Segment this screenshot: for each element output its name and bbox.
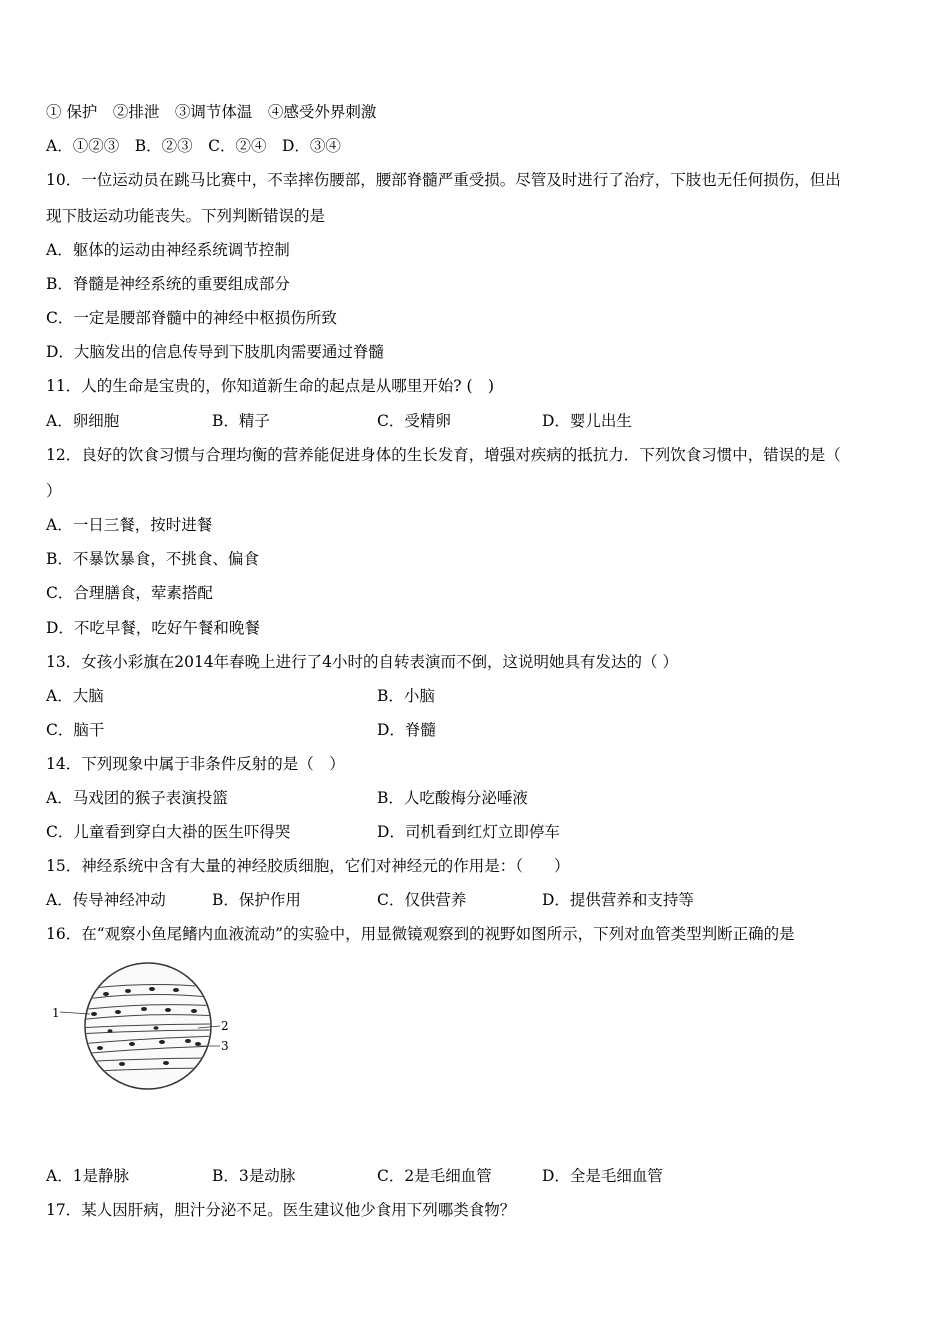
q11-option-a: A．卵细胞 <box>46 412 120 430</box>
q16-option-b: B．3是动脉 <box>212 1167 296 1185</box>
q12-option-d: D．不吃早餐，吃好午餐和晚餐 <box>46 619 260 637</box>
q10-option-a: A．躯体的运动由神经系统调节控制 <box>46 241 290 259</box>
q13-option-d: D．脊髓 <box>377 721 436 739</box>
q13-option-c: C．脑干 <box>46 721 105 739</box>
q10-stem-2: 现下肢运动功能丧失。下列判断错误的是 <box>46 207 326 225</box>
q10-stem-1: 10．一位运动员在跳马比赛中，不幸摔伤腰部，腰部脊髓严重受损。尽管及时进行了治疗，下肢也无任何损伤，但出 <box>46 171 841 189</box>
q10-option-b: B．脊髓是神经系统的重要组成部分 <box>46 275 290 293</box>
q12-option-c: C．合理膳食，荤素搭配 <box>46 584 213 602</box>
q13-option-a: A．大脑 <box>46 687 104 705</box>
q15-option-c: C．仅供营养 <box>377 891 467 909</box>
q13-option-b: B．小脑 <box>377 687 435 705</box>
q16-stem: 16．在“观察小鱼尾鳍内血液流动”的实验中，用显微镜观察到的视野如图所示，下列对血管类型判断正确的是 <box>46 925 795 943</box>
q14-option-b: B．人吃酸梅分泌唾液 <box>377 789 528 807</box>
q11-stem: 11．人的生命是宝贵的，你知道新生命的起点是从哪里开始? ( ) <box>46 377 495 395</box>
q11-option-d: D．婴儿出生 <box>542 412 632 430</box>
q12-option-b: B．不暴饮暴食，不挑食、偏食 <box>46 550 259 568</box>
figure-label-3: 3 <box>221 1039 228 1053</box>
q10-option-c: C．一定是腰部脊髓中的神经中枢损伤所致 <box>46 309 337 327</box>
q14-option-c: C．儿童看到穿白大褂的医生吓得哭 <box>46 823 291 841</box>
q16-option-d: D．全是毛细血管 <box>542 1167 663 1185</box>
q15-option-d: D．提供营养和支持等 <box>542 891 694 909</box>
q12-option-a: A．一日三餐，按时进餐 <box>46 516 213 534</box>
q16-option-a: A．1是静脉 <box>46 1167 130 1185</box>
q10-option-d: D．大脑发出的信息传导到下肢肌肉需要通过脊髓 <box>46 343 384 361</box>
q11-option-b: B．精子 <box>212 412 270 430</box>
q12-stem-1: 12．良好的饮食习惯与合理均衡的营养能促进身体的生长发育，增强对疾病的抵抗力．下列饮食习惯中，错误的是（ <box>46 446 841 464</box>
q12-stem-2: ） <box>46 482 62 500</box>
q15-option-a: A．传导神经冲动 <box>46 891 166 909</box>
q15-stem: 15．神经系统中含有大量的神经胶质细胞，它们对神经元的作用是：（ ） <box>46 857 570 875</box>
q15-option-b: B．保护作用 <box>212 891 301 909</box>
figure-label-1: 1 <box>52 1006 60 1020</box>
q13-stem: 13．女孩小彩旗在2014年春晚上进行了4小时的自转表演而不倒，这说明她具有发达的（ ） <box>46 653 678 671</box>
label-1-leader <box>60 1012 90 1014</box>
q14-option-d: D．司机看到红灯立即停车 <box>377 823 560 841</box>
q14-option-a: A．马戏团的猴子表演投篮 <box>46 789 228 807</box>
microscope-field-circle <box>85 963 211 1089</box>
q11-option-c: C．受精卵 <box>377 412 451 430</box>
q9-options: A．①②③ B．②③ C．②④ D．③④ <box>46 137 341 155</box>
microscope-field-figure <box>48 962 228 1092</box>
figure-label-2: 2 <box>221 1019 228 1033</box>
q14-stem: 14．下列现象中属于非条件反射的是（ ） <box>46 755 345 773</box>
q17-stem: 17．某人因肝病，胆汁分泌不足。医生建议他少食用下列哪类食物？ <box>46 1201 516 1219</box>
q9-statements: ① 保护 ②排泄 ③调节体温 ④感受外界刺激 <box>46 103 377 121</box>
q16-option-c: C．2是毛细血管 <box>377 1167 492 1185</box>
